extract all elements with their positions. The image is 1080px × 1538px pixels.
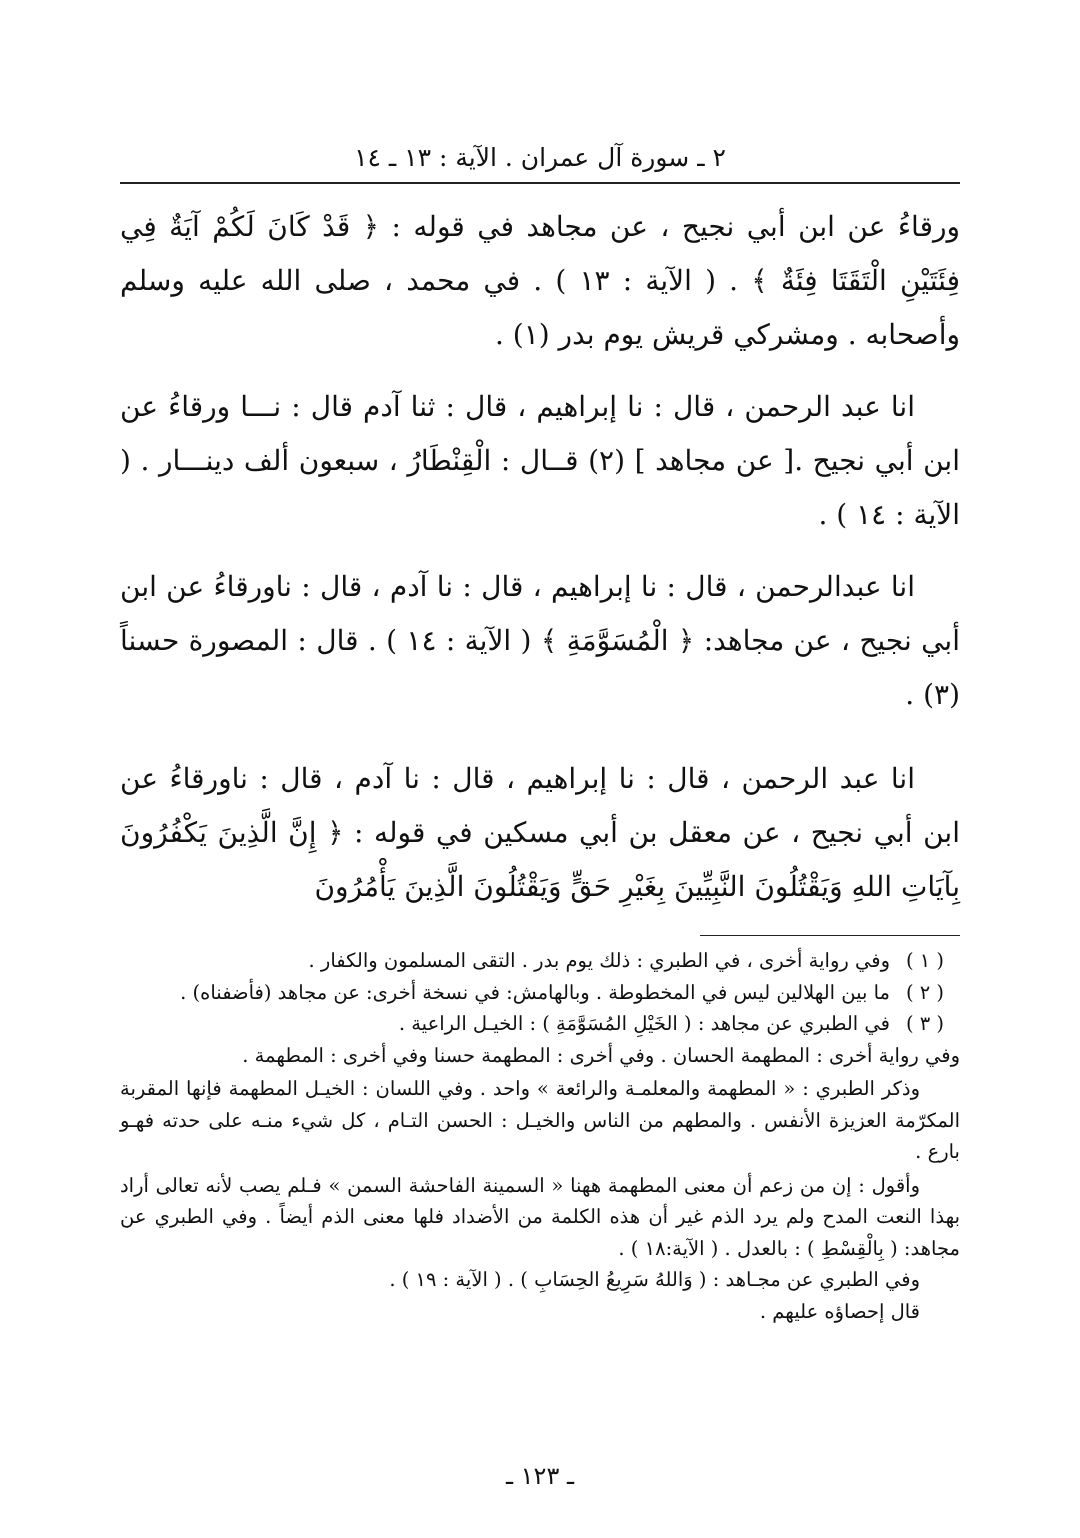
footnote-continuation-2: وذكر الطبري : « المطهمة والمعلمـة والرائعة » واحد . وفي اللسان : الخيـل المطهمة فإنها المقربة المكرّمة العزيزة الأنفس . والمطهم من الناس والخيـل : الحسن التـام ، كل شيء منـه على حدته فهـو بارع . [120,1077,960,1163]
paragraph-1: ورقاءُ عن ابن أبي نجيح ، عن مجاهد في قوله : ﴿ قَدْ كَانَ لَكُمْ آيَةٌ فِي فِئَتَيْنِ الْتَقَتَا فِئَةٌ ﴾ . ( الآية : ١٣ ) . في محمد ، صلى الله عليه وسلم وأصحابه . ومشركي قريش يوم بدر (١) . [120,210,960,351]
footnote-continuation-1: وفي رواية أخرى : المطهمة الحسان . وفي أخرى : المطهمة حسنا وفي أخرى : المطهمة . [242,1043,960,1067]
running-header: ٢ ـ سورة آل عمران . الآية : ١٣ ـ ١٤ [354,143,726,172]
page-number: ـ ١٢٣ ـ [505,1462,574,1490]
footnote-continuation-5: قال إحصاؤه عليهم . [759,1299,920,1323]
footnote-text: في الطبري عن مجاهد : ( الخَيْلِ المُسَوَّمَةِ ) : الخيـل الراعية . [398,1012,890,1035]
footnote-number: ( ٣ ) [905,1012,945,1035]
paragraph-4: انا عبد الرحمن ، قال : نا إبراهيم ، قال : نا آدم ، قال : ناورقاءُ عن ابن أبي نجيح ، عن معقل بن أبي مسكين في قوله : ﴿ إِنَّ الَّذِينَ يَكْفُرُونَ بِآيَاتِ اللهِ وَيَقْتُلُونَ النَّبِيِّينَ بِغَيْرِ حَقٍّ وَيَقْتُلُونَ الَّذِينَ يَأْمُرُونَ [120,762,960,903]
footnote-3 [120,1008,960,1040]
paragraph-2: انا عبد الرحمن ، قال : نا إبراهيم ، قال : ثنا آدم قال : نـــا ورقاءُ عن ابن أبي نجيح .[ عن مجاهد ] (٢) قــال : الْقِنْطَارُ ، سبعون ألف دينـــار . ( الآية : ١٤ ) . [120,390,961,531]
paragraph-3: انا عبدالرحمن ، قال : نا إبراهيم ، قال : نا آدم ، قال : ناورقاءُ عن ابن أبي نجيح ، عن مجاهد: ﴿ الْمُسَوَّمَةِ ﴾ ( الآية : ١٤ ) . قال : المصورة حسناً (٣) . [120,570,961,711]
footnote-1 [120,945,960,977]
footnote-divider [700,935,960,936]
header-divider [120,182,960,184]
footnote-text: وفي رواية أخرى ، في الطبري : ذلك يوم بدر . التقى المسلمون والكفار . [308,949,890,972]
footnote-2 [120,977,960,1009]
footnote-continuation-4: وفي الطبري عن مجـاهد : ( وَاللهُ سَرِيعُ الحِسَابِ ) . ( الآية : ١٩ ) . [389,1268,920,1291]
footnote-number: ( ١ ) [905,949,945,972]
footnote-text: ما بين الهلالين ليس في المخطوطة . وبالهامش: في نسخة أخرى: عن مجاهد (فأضفناه) . [180,980,890,1004]
footnote-number: ( ٢ ) [905,980,945,1004]
main-text [120,200,960,914]
footnotes [120,945,960,1327]
footnote-continuation-3: وأقول : إن من زعم أن معنى المطهمة ههنا « السمينة الفاحشة السمن » فـلم يصب لأنه تعالى أراد بهذا النعت المدح ولم يرد الذم غير أن هذه الكلمة من الأضداد فلها معنى الذم أيضاً . وفي الطبري عن مجاهد: ( بِالْقِسْطِ ) : بالعدل . ( الآية:١٨ ) . [120,1173,960,1260]
